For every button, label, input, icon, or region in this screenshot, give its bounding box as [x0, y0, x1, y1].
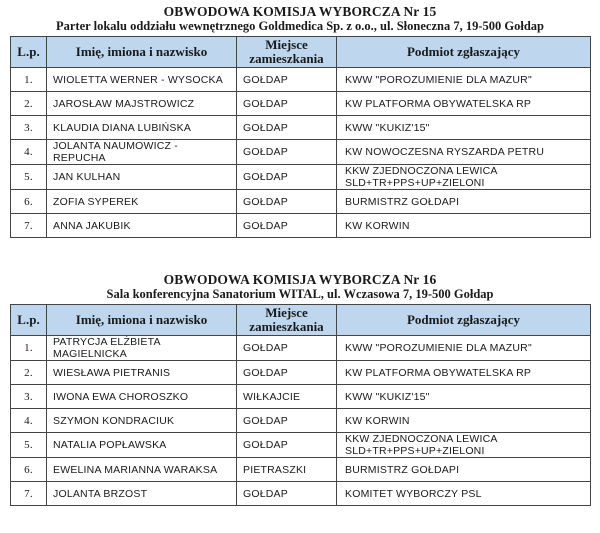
cell-name: IWONA EWA CHOROSZKO	[47, 385, 237, 409]
header-lp: L.p.	[11, 37, 47, 68]
cell-place: GOŁDAP	[237, 165, 337, 190]
cell-place: GOŁDAP	[237, 409, 337, 433]
header-place-line2: zamieszkania	[249, 319, 324, 334]
cell-org: KW PLATFORMA OBYWATELSKA RP	[337, 92, 591, 116]
header-lp: L.p.	[11, 305, 47, 336]
cell-lp: 1.	[11, 336, 47, 361]
table-row	[11, 165, 591, 190]
cell-lp: 5.	[11, 165, 47, 190]
cell-name: WIOLETTA WERNER - WYSOCKA	[47, 68, 237, 92]
cell-name: JOLANTA NAUMOWICZ - REPUCHA	[47, 140, 237, 165]
cell-org: KWW "POROZUMIENIE DLA MAZUR"	[337, 336, 591, 361]
table-row	[11, 409, 591, 433]
members-table	[10, 304, 591, 506]
cell-org: KW KORWIN	[337, 409, 591, 433]
cell-name: JOLANTA BRZOST	[47, 482, 237, 506]
cell-lp: 2.	[11, 361, 47, 385]
cell-org: KKW ZJEDNOCZONA LEWICA SLD+TR+PPS+UP+ZIELONI	[337, 165, 591, 190]
cell-lp: 6.	[11, 458, 47, 482]
header-org: Podmiot zgłaszający	[337, 37, 591, 68]
cell-lp: 6.	[11, 190, 47, 214]
cell-place: GOŁDAP	[237, 116, 337, 140]
cell-org: KOMITET WYBORCZY PSL	[337, 482, 591, 506]
table-row	[11, 68, 591, 92]
table-row	[11, 92, 591, 116]
cell-place: GOŁDAP	[237, 482, 337, 506]
cell-lp: 7.	[11, 214, 47, 238]
header-name: Imię, imiona i nazwisko	[47, 37, 237, 68]
table-row	[11, 140, 591, 165]
table-header-row	[11, 305, 591, 336]
cell-org: KKW ZJEDNOCZONA LEWICA SLD+TR+PPS+UP+ZIELONI	[337, 433, 591, 458]
cell-lp: 3.	[11, 385, 47, 409]
header-place-line2: zamieszkania	[249, 51, 324, 66]
commission-16-section	[0, 268, 600, 506]
cell-org: KW KORWIN	[337, 214, 591, 238]
table-row	[11, 214, 591, 238]
commission-title: OBWODOWA KOMISJA WYBORCZA Nr 16	[163, 272, 437, 287]
cell-org: KWW "KUKIZ'15"	[337, 385, 591, 409]
cell-name: WIESŁAWA PIETRANIS	[47, 361, 237, 385]
cell-lp: 1.	[11, 68, 47, 92]
cell-org: KW PLATFORMA OBYWATELSKA RP	[337, 361, 591, 385]
cell-name: KLAUDIA DIANA LUBIŃSKA	[47, 116, 237, 140]
cell-place: GOŁDAP	[237, 190, 337, 214]
cell-org: KWW "POROZUMIENIE DLA MAZUR"	[337, 68, 591, 92]
table-row	[11, 482, 591, 506]
cell-name: PATRYCJA ELŻBIETA MAGIELNICKA	[47, 336, 237, 361]
cell-name: JAN KULHAN	[47, 165, 237, 190]
cell-lp: 4.	[11, 140, 47, 165]
cell-place: GOŁDAP	[237, 433, 337, 458]
table-row	[11, 190, 591, 214]
cell-lp: 5.	[11, 433, 47, 458]
cell-place: WIŁKAJCIE	[237, 385, 337, 409]
members-table	[10, 36, 591, 238]
header-place	[237, 305, 337, 336]
cell-org: BURMISTRZ GOŁDAPI	[337, 190, 591, 214]
commission-title: OBWODOWA KOMISJA WYBORCZA Nr 15	[163, 4, 437, 19]
cell-org: BURMISTRZ GOŁDAPI	[337, 458, 591, 482]
table-row	[11, 116, 591, 140]
cell-name: JAROSŁAW MAJSTROWICZ	[47, 92, 237, 116]
cell-place: GOŁDAP	[237, 92, 337, 116]
table-row	[11, 458, 591, 482]
header-org: Podmiot zgłaszający	[337, 305, 591, 336]
table-row	[11, 433, 591, 458]
table-row	[11, 336, 591, 361]
cell-lp: 3.	[11, 116, 47, 140]
commission-15-section	[0, 0, 600, 238]
table-header-row	[11, 37, 591, 68]
header-place-line1: Miejsce	[265, 305, 308, 320]
cell-lp: 4.	[11, 409, 47, 433]
cell-place: GOŁDAP	[237, 214, 337, 238]
header-place	[237, 37, 337, 68]
commission-address: Parter lokalu oddziału wewnętrznego Goldmedica Sp. z o.o., ul. Słoneczna 7, 19-500 Gołdap	[56, 19, 544, 33]
cell-lp: 2.	[11, 92, 47, 116]
cell-name: NATALIA POPŁAWSKA	[47, 433, 237, 458]
cell-name: ANNA JAKUBIK	[47, 214, 237, 238]
cell-name: ZOFIA SYPEREK	[47, 190, 237, 214]
cell-place: GOŁDAP	[237, 140, 337, 165]
cell-place: GOŁDAP	[237, 68, 337, 92]
table-row	[11, 361, 591, 385]
header-name: Imię, imiona i nazwisko	[47, 305, 237, 336]
table-row	[11, 385, 591, 409]
cell-lp: 7.	[11, 482, 47, 506]
cell-name: SZYMON KONDRACIUK	[47, 409, 237, 433]
cell-place: GOŁDAP	[237, 361, 337, 385]
commission-address: Sala konferencyjna Sanatorium WITAL, ul. Wczasowa 7, 19-500 Gołdap	[106, 287, 494, 301]
cell-name: EWELINA MARIANNA WARAKSA	[47, 458, 237, 482]
cell-place: GOŁDAP	[237, 336, 337, 361]
header-place-line1: Miejsce	[265, 37, 308, 52]
cell-org: KWW "KUKIZ'15"	[337, 116, 591, 140]
cell-place: PIETRASZKI	[237, 458, 337, 482]
cell-org: KW NOWOCZESNA RYSZARDA PETRU	[337, 140, 591, 165]
